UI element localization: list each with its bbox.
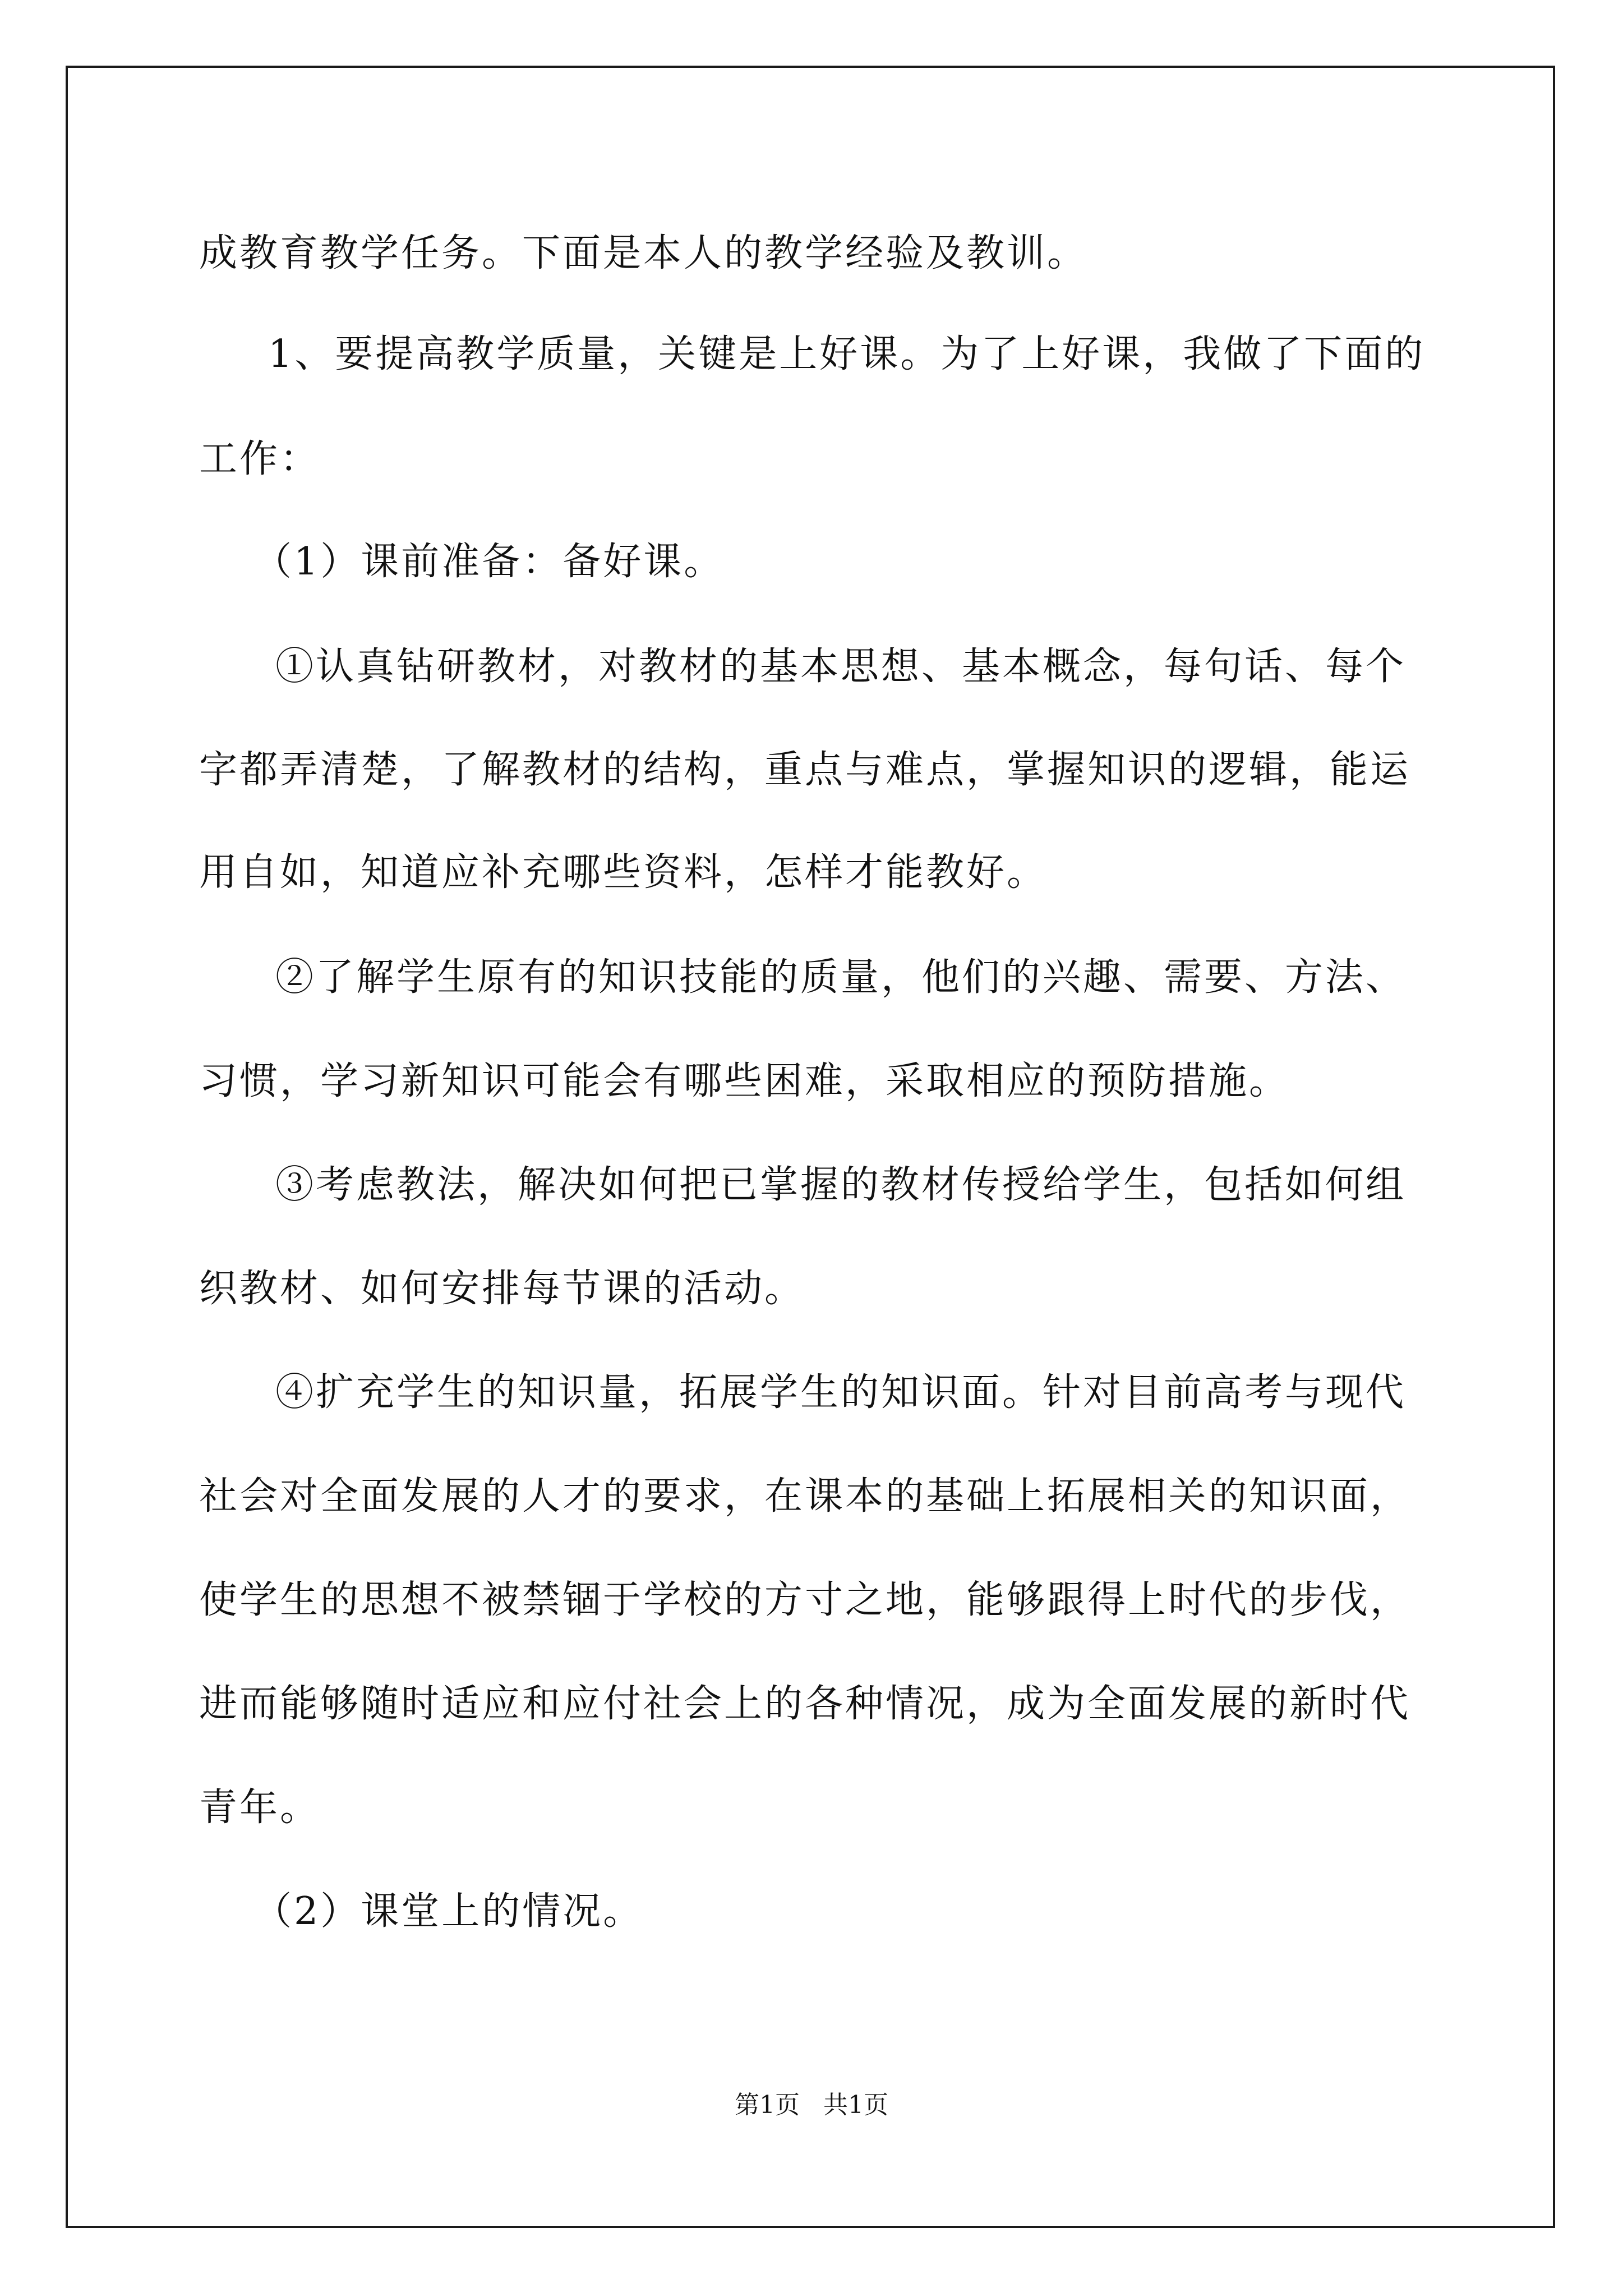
text-line: ②了解学生原有的知识技能的质量，他们的兴趣、需要、方法、 [275,955,1407,1000]
text-line: （2）课堂上的情况。 [253,1889,644,1934]
text-line: 1、要提高教学质量，关键是上好课。为了上好课，我做了下面的 [268,332,1426,376]
text-line: ①认真钻研教材，对教材的基本思想、基本概念，每句话、每个 [275,645,1407,689]
text-line: 青年。 [199,1786,321,1830]
text-line: 进而能够随时适应和应付社会上的各种情况，成为全面发展的新时代 [199,1682,1411,1726]
text-line: 习惯，学习新知识可能会有哪些困难，采取相应的预防措施。 [199,1059,1290,1103]
text-line: ④扩充学生的知识量，拓展学生的知识面。针对目前高考与现代 [275,1370,1407,1415]
text-line: 字都弄清楚，了解教材的结构，重点与难点，掌握知识的逻辑，能运 [199,748,1411,792]
text-line: 工作： [199,437,321,481]
text-line: 成教育教学任务。下面是本人的教学经验及教训。 [199,231,1088,275]
text-line: ③考虑教法，解决如何把已掌握的教材传授给学生，包括如何组 [275,1163,1407,1207]
text-line: （1）课前准备：备好课。 [253,540,725,584]
text-line: 社会对全面发展的人才的要求，在课本的基础上拓展相关的知识面， [199,1474,1411,1519]
text-line: 使学生的思想不被禁锢于学校的方寸之地，能够跟得上时代的步伐， [199,1578,1411,1622]
page-footer: 第1页 共1页 [735,2091,888,2119]
text-line: 用自如，知道应补充哪些资料，怎样才能教好。 [199,850,1048,895]
text-line: 织教材、如何安排每节课的活动。 [199,1267,805,1311]
